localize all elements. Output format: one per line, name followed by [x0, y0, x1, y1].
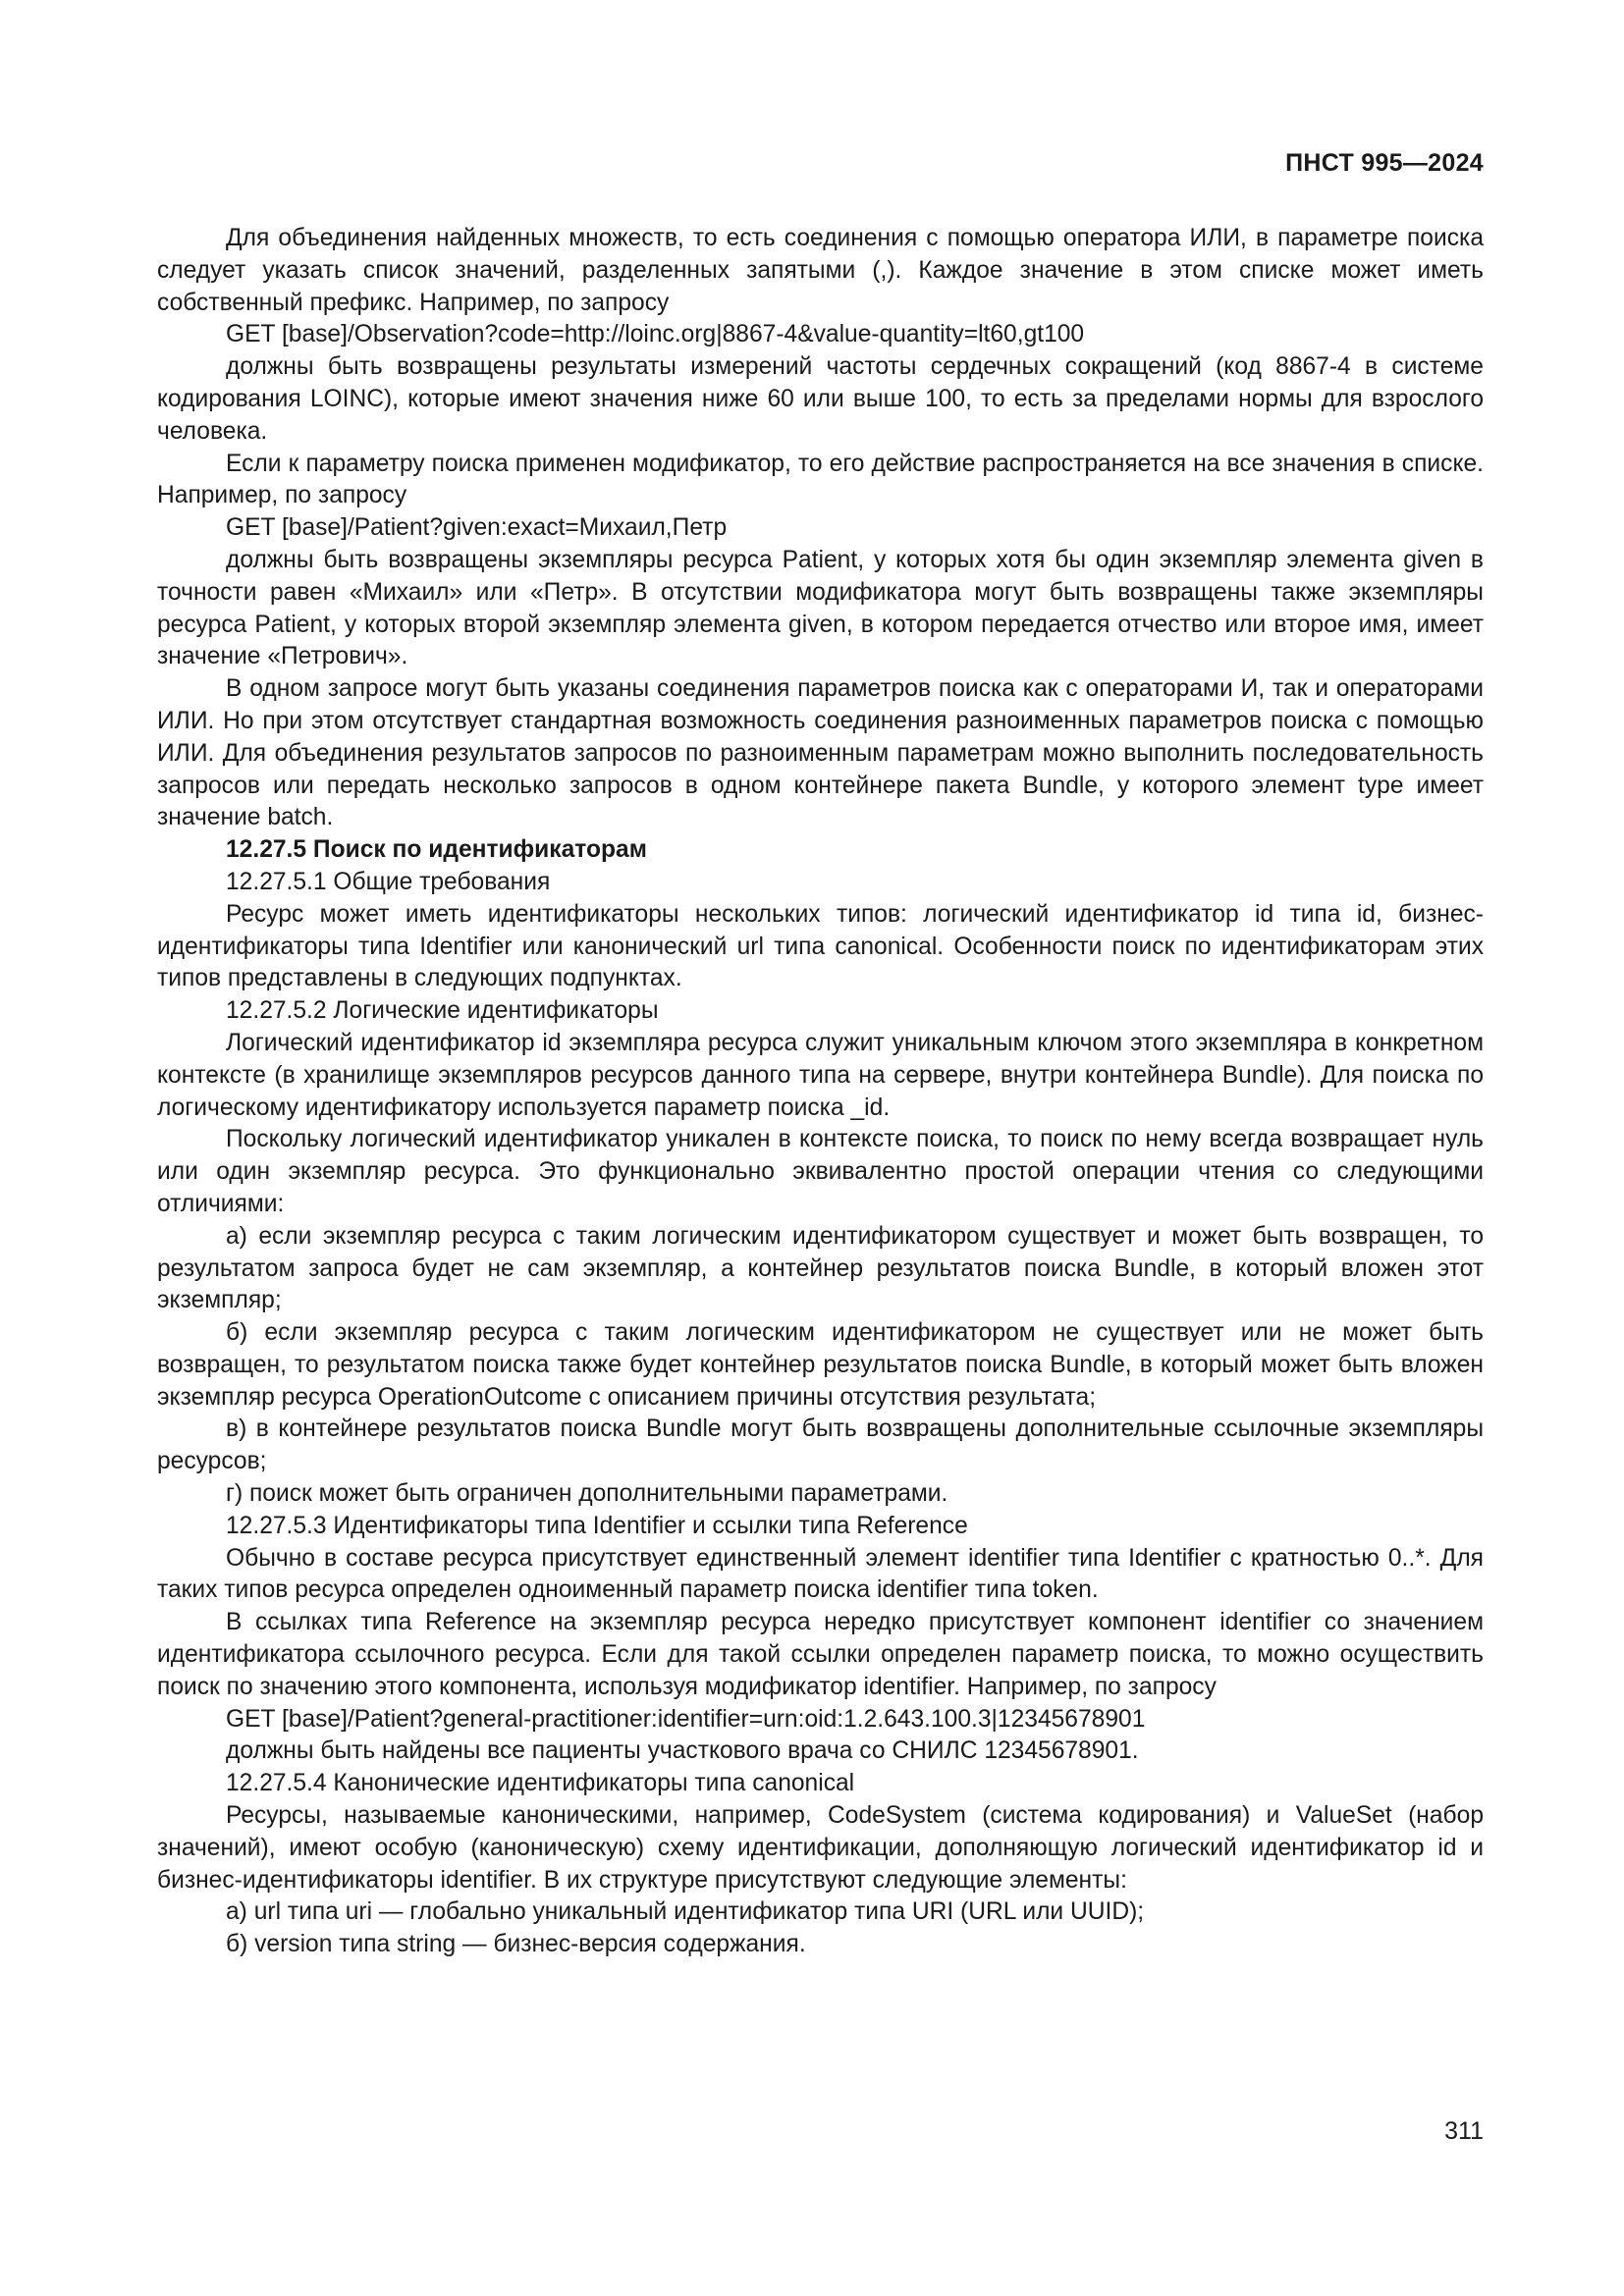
paragraph: Логический идентификатор id экземпляра ресурса служит уникальным ключом этого экземпляра в конкретном контексте (в хранилище экземпляров ресурсов данного типа на сервере, внутри контейнера Bundle). Для поиска по логическому идентификатору используется параметр поиска _id.	[157, 1029, 1484, 1121]
document-id-header: ПНСТ 995—2024	[1285, 149, 1484, 177]
subsection-heading: 12.27.5.2 Логические идентификаторы	[226, 997, 659, 1025]
paragraph: Ресурсы, называемые каноническими, например, CodeSystem (система кодирования) и ValueSet (набор значений), имеют особую (каноническую) схему идентификации, дополняющую логический идентификатор id и бизнес-идентификаторы identifier. В их структуре присутствуют следующие элементы:	[157, 1802, 1484, 1894]
list-item: а) если экземпляр ресурса с таким логическим идентификатором существует и может быть возвращен, то результатом запроса будет не сам экземпляр, а контейнер результатов поиска Bundle, в который вложен этот экземпляр;	[157, 1222, 1484, 1314]
list-item: б) если экземпляр ресурса с таким логическим идентификатором не существует или не может быть возвращен, то результатом поиска также будет контейнер результатов поиска Bundle, в который может быть вложен экземпляр ресурса OperationOutcome с описанием причины отсутствия результата;	[157, 1319, 1484, 1411]
list-item: в) в контейнере результатов поиска Bundle могут быть возвращены дополнительные ссылочные экземпляры ресурсов;	[157, 1415, 1484, 1475]
subsection-heading: 12.27.5.3 Идентификаторы типа Identifier и ссылки типа Reference	[226, 1512, 968, 1539]
list-item: б) version типа string — бизнес-версия содержания.	[226, 1931, 806, 1958]
list-item: а) url типа uri — глобально уникальный идентификатор типа URI (URL или UUID);	[226, 1898, 1145, 1926]
code-example: GET [base]/Patient?general-practitioner:identifier=urn:oid:1.2.643.100.3|12345678901	[226, 1705, 1146, 1733]
paragraph: Для объединения найденных множеств, то есть соединения с помощью оператора ИЛИ, в параметре поиска следует указать список значений, разделенных запятыми (,). Каждое значение в этом списке может иметь собственный префикс. Например, по запросу	[157, 225, 1484, 316]
paragraph: Если к параметру поиска применен модификатор, то его действие распространяется на все значения в списке. Например, по запросу	[157, 450, 1484, 509]
subsection-heading: 12.27.5.4 Канонические идентификаторы типа canonical	[226, 1770, 855, 1797]
paragraph: Обычно в составе ресурса присутствует единственный элемент identifier типа Identifier с кратностью 0..*. Для таких типов ресурса определен одноименный параметр поиска identifier типа token.	[157, 1544, 1484, 1604]
paragraph: должны быть возвращены результаты измерений частоты сердечных сокращений (код 8867-4 в системе кодирования LOINC), которые имеют значения ниже 60 или выше 100, то есть за пределами нормы для взрослого человека.	[157, 353, 1484, 445]
code-example: GET [base]/Patient?given:exact=Михаил,Петр	[226, 514, 728, 542]
code-example: GET [base]/Observation?code=http://loinc.org|8867-4&value-quantity=lt60,gt100	[226, 321, 1085, 348]
paragraph: Ресурс может иметь идентификаторы нескольких типов: логический идентификатор id типа id, бизнес-идентификаторы типа Identifier или канонический url типа canonical. Особенности поиск по идентификаторам этих типов представлены в следующих подпунктах.	[157, 900, 1484, 992]
paragraph: В одном запросе могут быть указаны соединения параметров поиска как с операторами И, так и операторами ИЛИ. Но при этом отсутствует стандартная возможность соединения разноименных параметров поиска с помощью ИЛИ. Для объединения результатов запросов по разноименным параметрам можно выполнить последовательность запросов или передать несколько запросов в одном контейнере пакета Bundle, у которого элемент type имеет значение batch.	[157, 675, 1484, 831]
subsection-heading: 12.27.5.1 Общие требования	[226, 868, 551, 895]
section-heading: 12.27.5 Поиск по идентификаторам	[226, 836, 647, 864]
page-number: 311	[1444, 2117, 1484, 2145]
paragraph: Поскольку логический идентификатор уникален в контексте поиска, то поиск по нему всегда возвращает нуль или один экземпляр ресурса. Это функционально эквивалентно простой операции чтения со следующими отличиями:	[157, 1126, 1484, 1217]
list-item: г) поиск может быть ограничен дополнительными параметрами.	[226, 1480, 948, 1508]
paragraph: должны быть возвращены экземпляры ресурса Patient, у которых хотя бы один экземпляр элемента given в точности равен «Михаил» или «Петр». В отсутствии модификатора могут быть возвращены также экземпляры ресурса Patient, у которых второй экземпляр элемента given, в котором передается отчество или второе имя, имеет значение «Петрович».	[157, 546, 1484, 670]
paragraph: В ссылках типа Reference на экземпляр ресурса нередко присутствует компонент identifier со значением идентификатора ссылочного ресурса. Если для такой ссылки определен параметр поиска, то можно осуществить поиск по значению этого компонента, используя модификатор identifier. Например, по запросу	[157, 1609, 1484, 1700]
paragraph: должны быть найдены все пациенты участкового врача со СНИЛС 12345678901.	[226, 1737, 1139, 1765]
page-body	[157, 223, 1484, 1961]
